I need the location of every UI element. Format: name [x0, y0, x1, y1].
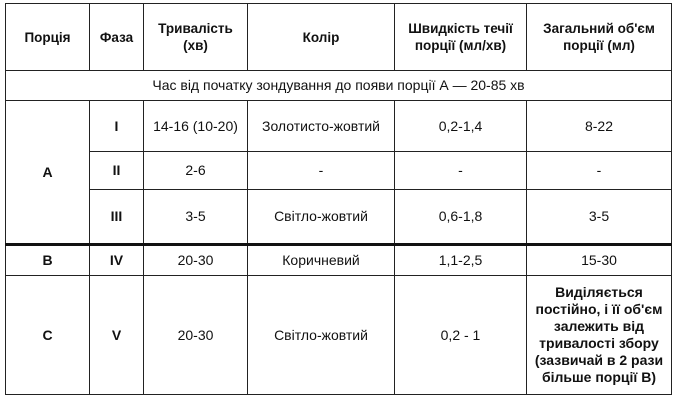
volume-cell: 3-5	[527, 190, 672, 245]
header-duration: Тривалість (хв)	[144, 4, 248, 71]
speed-cell: 0,6-1,8	[395, 190, 527, 245]
table-row	[6, 101, 672, 152]
volume-cell: 15-30	[527, 245, 672, 276]
header-phase: Фаза	[90, 4, 144, 71]
header-color: Колір	[248, 4, 395, 71]
volume-cell: 8-22	[527, 101, 672, 152]
duration-cell: 3-5	[144, 190, 248, 245]
speed-cell: 0,2 - 1	[395, 276, 527, 395]
phase-cell: III	[90, 190, 144, 245]
speed-cell: 1,1-2,5	[395, 245, 527, 276]
volume-cell: -	[527, 152, 672, 190]
duration-cell: 2-6	[144, 152, 248, 190]
document-page	[5, 3, 671, 395]
phase-cell: IV	[90, 245, 144, 276]
header-volume: Загальний об'єм порції (мл)	[527, 4, 672, 71]
phase-cell: I	[90, 101, 144, 152]
color-cell: Світло-жовтий	[248, 190, 395, 245]
header-portion: Порція	[6, 4, 90, 71]
span-note: Час від початку зондування до появи порції А — 20-85 хв	[6, 71, 672, 101]
duration-cell: 14-16 (10-20)	[144, 101, 248, 152]
table-span-row	[6, 71, 672, 101]
color-cell: Золотисто-жовтий	[248, 101, 395, 152]
volume-cell: Виділяється постійно, і її об'єм залежить від тривалості збору (зазвичай в 2 рази більше порції В)	[527, 276, 672, 395]
color-cell: -	[248, 152, 395, 190]
speed-cell: -	[395, 152, 527, 190]
portion-cell: A	[6, 101, 90, 245]
color-cell: Світло-жовтий	[248, 276, 395, 395]
color-cell: Коричневий	[248, 245, 395, 276]
bile-portions-table	[5, 3, 672, 395]
duration-cell: 20-30	[144, 245, 248, 276]
portion-cell: B	[6, 245, 90, 276]
table-row	[6, 245, 672, 276]
table-header-row	[6, 4, 672, 71]
header-speed: Швидкість течії порції (мл/хв)	[395, 4, 527, 71]
phase-cell: II	[90, 152, 144, 190]
portion-cell: C	[6, 276, 90, 395]
duration-cell: 20-30	[144, 276, 248, 395]
table-row	[6, 276, 672, 395]
phase-cell: V	[90, 276, 144, 395]
table-row	[6, 152, 672, 190]
speed-cell: 0,2-1,4	[395, 101, 527, 152]
table-row	[6, 190, 672, 245]
